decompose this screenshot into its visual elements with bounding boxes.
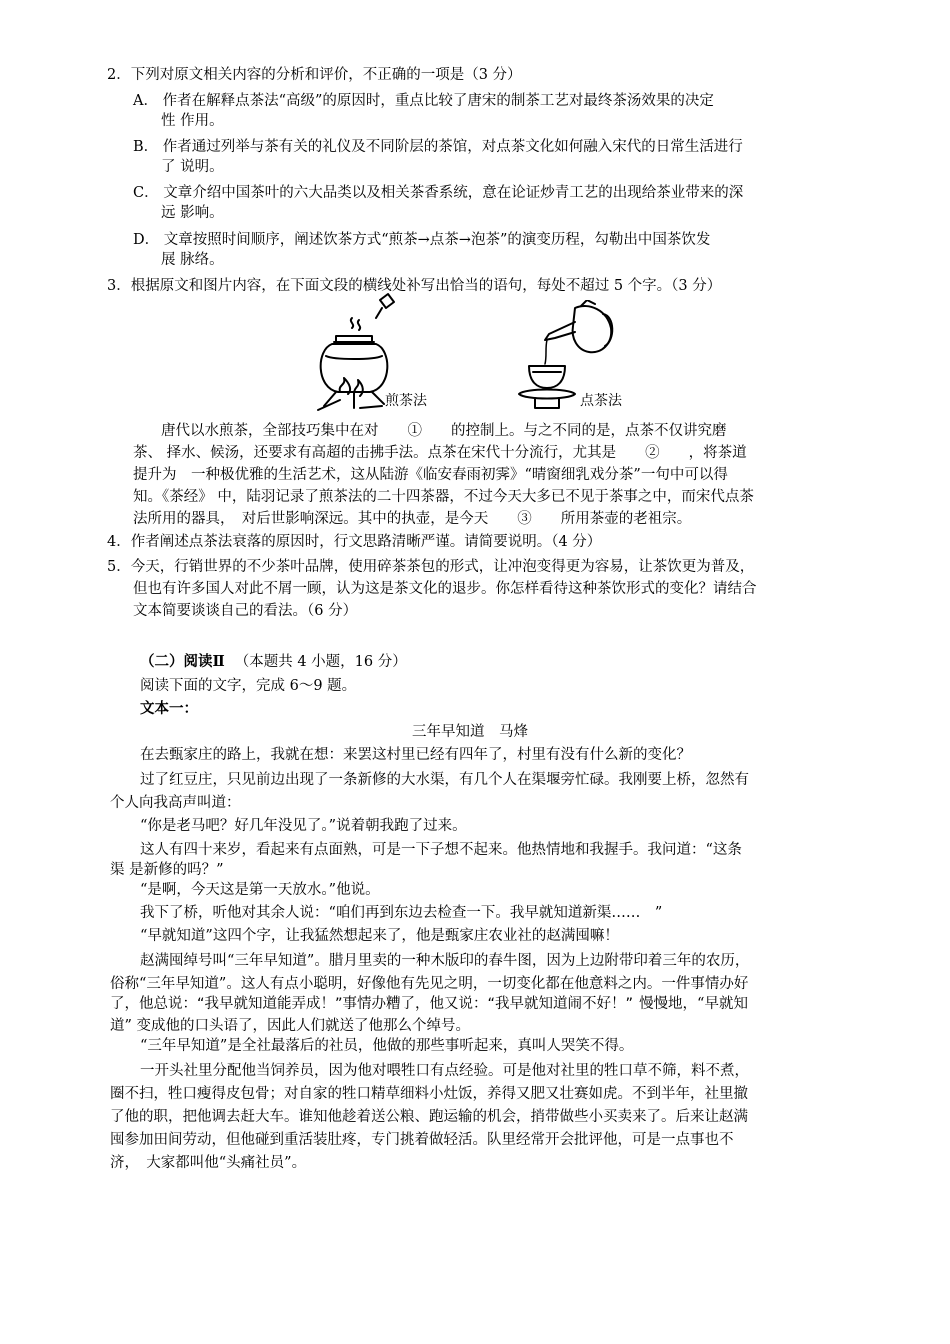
story-line: “三年早知道”是全社最落后的社员，他做的那些事听起来，真叫人哭笑不得。 xyxy=(140,1038,634,1054)
story-line: 个人向我高声叫道： xyxy=(110,795,241,811)
q2-option-d-line2: 展 脉络。 xyxy=(161,252,224,268)
story-line: 我下了桥，听他对其余人说：“咱们再到东边去检查一下。我早就知道新渠…… ” xyxy=(140,905,663,921)
story-line-part: 了，他总说： xyxy=(110,996,197,1012)
q3-passage-line2: 茶、 择水、候汤，还要求有高超的击拂手法。点茶在宋代十分流行，尤其是 ② ，将茶道 xyxy=(133,445,747,461)
q5-line2: 但也有许多国人对此不屑一顾，认为这是茶文化的退步。你怎样看待这种茶饮形式的变化？请结合 xyxy=(133,581,757,597)
q3-passage-line5: 法所用的器具， 对后世影响深远。其中的执壶，是今天 ③ 所用茶壶的老祖宗。 xyxy=(133,511,692,527)
story-line: 一开头社里分配他当饲养员，因为他对喂牲口有点经验。可是他对社里的牲口草不筛，料不煮， xyxy=(140,1063,749,1079)
section2-instruction: 阅读下面的文字，完成 6～9 题。 xyxy=(140,678,357,694)
q4-text: 4．作者阐述点茶法衰落的原因时，行文思路清晰严谨。请简要说明。（4 分） xyxy=(107,534,602,550)
story-line: “早就知道”这四个字，让我猛然想起来了，他是甄家庄农业社的赵满囤嘛！ xyxy=(140,928,619,944)
story-line: “是啊，今天这是第一天放水。”他说。 xyxy=(140,882,380,898)
q2-option-a-line1: A． 作者在解释点茶法“高级”的原因时，重点比较了唐宋的制茶工艺对最终茶汤效果的决定 xyxy=(133,93,714,109)
q5-line1: 5．今天，行销世界的不少茶叶品牌，使用碎茶茶包的形式，让冲泡变得更为容易，让茶饮更为普及， xyxy=(107,559,755,575)
story-line: 在去甄家庄的路上，我就在想：来罢这村里已经有四年了，村里有没有什么新的变化？ xyxy=(140,747,691,763)
story-line: 这人有四十来岁，看起来有点面熟，可是一下子想不起来。他热情地和我握手。我问道：“这条 xyxy=(140,842,742,858)
section2-heading-note: （本题共 4 小题，16 分） xyxy=(234,654,407,670)
q2-option-d-line1: D． 文章按照时间顺序，阐述饮茶方式“煎茶→点茶→泡茶”的演变历程，勾勒出中国茶饮发 xyxy=(133,232,711,248)
story-line-mixed xyxy=(110,994,748,1014)
q2-option-c-line2: 远 影响。 xyxy=(161,205,224,221)
story-quote-sans: “我早就知道闹不好！” xyxy=(487,996,634,1012)
story-line: 俗称“三年早知道”。这人有点小聪明，好像他有先见之明，一切变化都在他意料之内。一件事情办好 xyxy=(110,976,749,992)
story-line: 了他的职，把他调去赶大车。谁知他趁着送公粮、跑运输的机会，捎带做些小买卖来了。后来让赵满 xyxy=(110,1109,748,1125)
story-line-part: 事情办糟了，他又说： xyxy=(342,996,488,1012)
section2-heading-row xyxy=(140,652,407,672)
q3-passage-line3: 提升为 一种极优雅的生活艺术，这从陆游《临安春雨初霁》“晴窗细乳戏分茶”一句中可以得 xyxy=(133,467,728,483)
q3-passage-line4: 知。《茶经》 中，陆羽记录了煎茶法的二十四茶器，不过今天大多已不见于茶事之中，而宋代点茶 xyxy=(133,489,754,505)
story-line: 囤参加田间劳动，但他碰到重活装肚疼，专门挑着做轻活。队里经常开会批评他，可是一点事也不 xyxy=(110,1132,734,1148)
story-line: 济， 大家都叫他“头痛社员”。 xyxy=(110,1155,307,1171)
q2-option-b-line1: B． 作者通过列举与茶有关的礼仪及不同阶层的茶馆，对点茶文化如何融入宋代的日常生活进行 xyxy=(133,139,743,155)
story-line: 过了红豆庄，只见前边出现了一条新修的大水渠，有几个人在渠堰旁忙碌。我刚要上桥，忽然有 xyxy=(140,772,749,788)
q3-passage-line1: 唐代以水煎茶，全部技巧集中在对 ① 的控制上。与之不同的是，点茶不仅讲究磨 xyxy=(161,423,727,439)
story-line-part: 慢慢地，“早就知 xyxy=(639,996,748,1012)
q2-option-c-line1: C． 文章介绍中国茶叶的六大品类以及相关茶香系统，意在论证炒青工艺的出现给茶业带来的深 xyxy=(133,185,744,201)
section2-heading: （二）阅读Ⅱ xyxy=(140,653,225,670)
story-line: “你是老马吧？好几年没见了。”说着朝我跑了过来。 xyxy=(140,818,467,834)
q3-stem: 3．根据原文和图片内容，在下面文段的横线处补写出恰当的语句，每处不超过 5 个字。（3 分） xyxy=(107,278,722,294)
q2-stem: 2．下列对原文相关内容的分析和评价，不正确的一项是（3 分） xyxy=(107,67,522,83)
fig1-caption: 煎茶法 xyxy=(385,393,427,409)
q2-option-a-line2: 性 作用。 xyxy=(161,113,224,129)
story-title: 三年早知道 马烽 xyxy=(412,724,528,740)
story-quote-sans: “我早就知道能弄成！” xyxy=(197,996,343,1012)
q5-line3: 文本简要谈谈自己的看法。（6 分） xyxy=(133,603,358,619)
text-one-label: 文本一： xyxy=(140,700,198,717)
story-line: 圈不扫，牲口瘦得皮包骨；对自家的牲口精草细料小灶饭，养得又肥又壮赛如虎。不到半年，社里撤 xyxy=(110,1086,748,1102)
fig2-caption: 点茶法 xyxy=(580,393,622,409)
q2-option-b-line2: 了 说明。 xyxy=(161,159,224,175)
story-line: 赵满囤绰号叫“三年早知道”。腊月里卖的一种木版印的春牛图，因为上边附带印着三年的农历， xyxy=(140,953,750,969)
story-line: 道” 变成他的口头语了，因此人们就送了他那么个绰号。 xyxy=(110,1018,471,1034)
story-line: 渠 是新修的吗？” xyxy=(110,862,224,878)
